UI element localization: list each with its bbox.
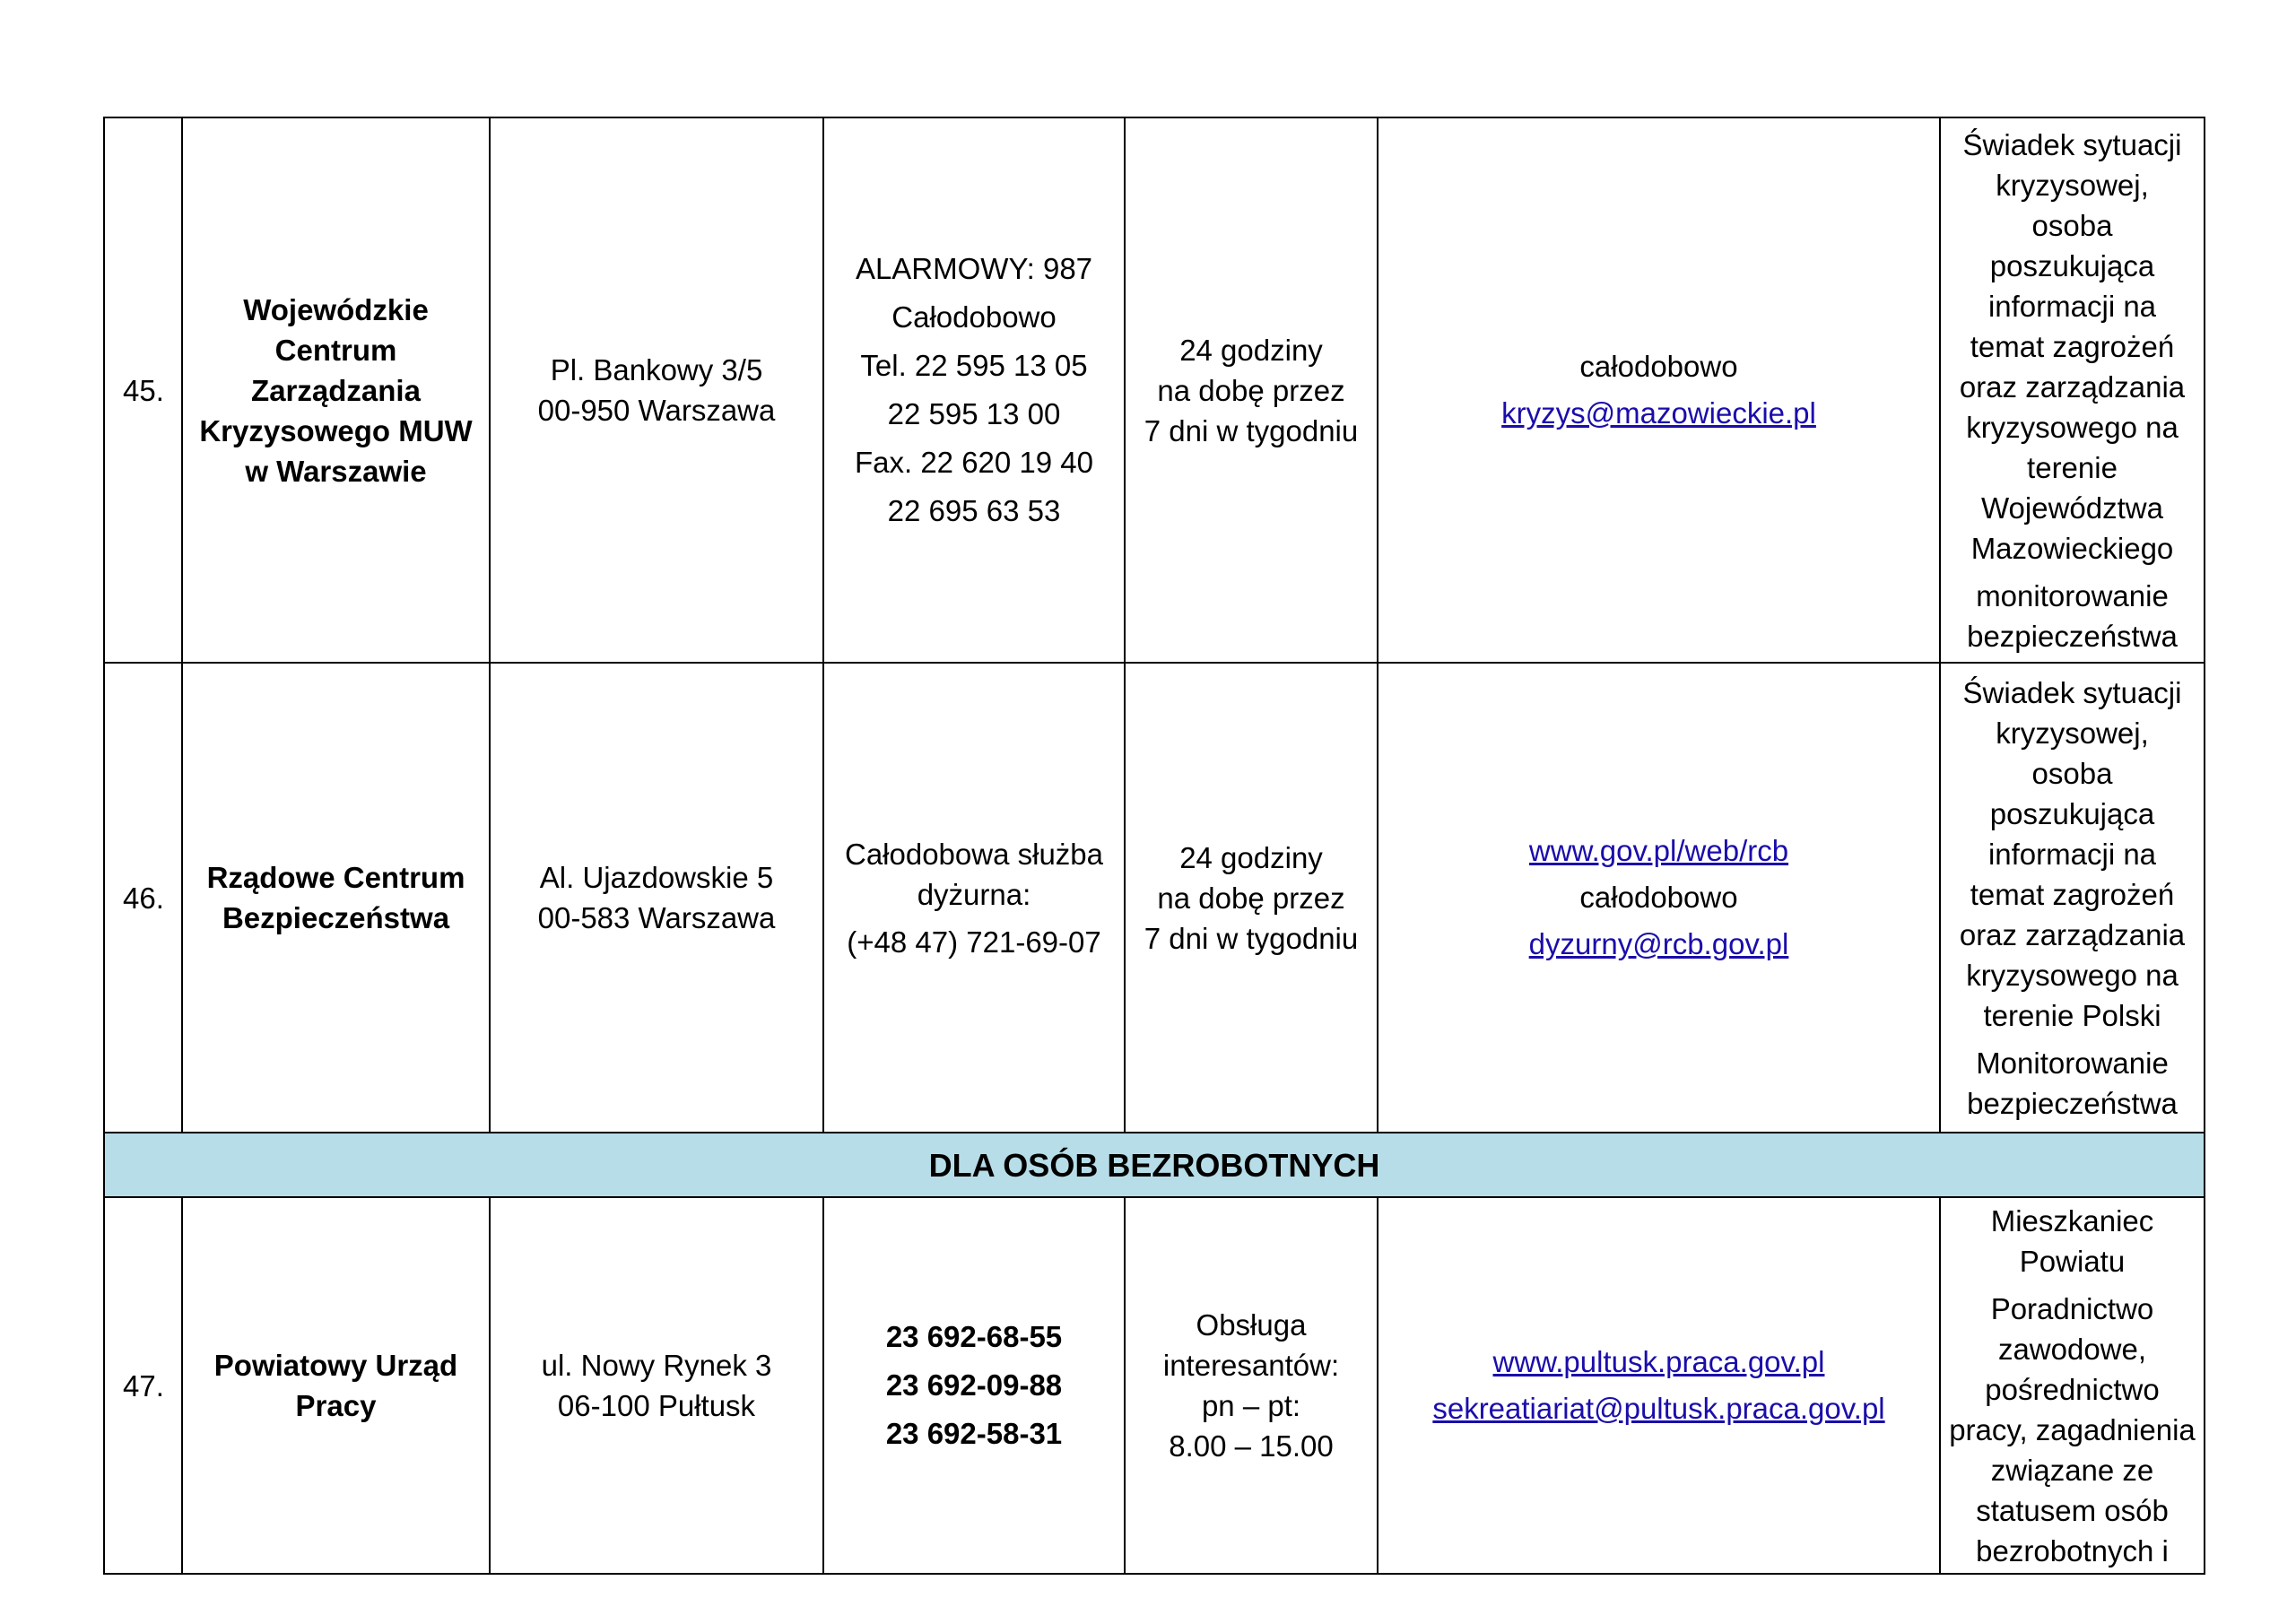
scope-line: związane ze [1990, 1453, 2154, 1487]
phone-line: ALARMOWY: 987 [855, 252, 1093, 285]
phone-line: 23 692-09-88 [885, 1368, 1063, 1402]
target-line: informacji na [1987, 837, 2157, 871]
target-line: Mazowieckiego [1970, 531, 2174, 565]
phone-numbers [823, 1197, 1125, 1574]
contact-info [1378, 117, 1940, 663]
target-line: kryzysowej, [1996, 716, 2149, 750]
email-link[interactable]: sekreatiariat@pultusk.praca.gov.pl [1432, 1392, 1885, 1425]
name-line: Powiatowy Urząd [213, 1349, 458, 1382]
table-row [104, 663, 2205, 1133]
name-line: Kryzysowego MUW [199, 413, 473, 447]
phone-line: 22 595 13 00 [887, 397, 1061, 430]
phone-line: (+48 47) 721-69-07 [847, 925, 1101, 959]
scope-line: Poradnictwo [1990, 1291, 2154, 1325]
address [490, 1197, 823, 1574]
row-number: 46. [104, 663, 182, 1133]
hours-line: 24 godziny [1179, 840, 1323, 874]
institution-name [182, 663, 490, 1133]
target-line: informacji na [1987, 289, 2157, 323]
hours-line: na dobę przez [1157, 373, 1345, 407]
target-group [1940, 117, 2205, 663]
address-line: 00-583 Warszawa [537, 901, 776, 934]
target-group [1940, 1197, 2205, 1574]
name-line: Pracy [295, 1389, 377, 1422]
target-line: Świadek sytuacji [1962, 127, 2182, 161]
hours-line: 7 dni w tygodniu [1144, 921, 1359, 955]
address [490, 663, 823, 1133]
opening-hours [1125, 1197, 1378, 1574]
target-line: oraz zarządzania [1959, 917, 2186, 951]
target-line: Mieszkaniec [1990, 1203, 2154, 1238]
address [490, 117, 823, 663]
target-line: terenie [2027, 450, 2118, 484]
hours-line: 24 godziny [1179, 333, 1323, 367]
phone-line: Fax. 22 620 19 40 [854, 446, 1094, 479]
email-link[interactable]: kryzys@mazowieckie.pl [1501, 396, 1816, 430]
target-line: kryzysowego na [1966, 410, 2179, 444]
target-line: terenie Polski [1983, 998, 2161, 1032]
target-line: kryzysowego na [1966, 958, 2179, 992]
phone-line: 23 692-58-31 [885, 1417, 1063, 1450]
contact-table [103, 117, 2205, 1575]
phone-numbers [823, 117, 1125, 663]
name-line: Rządowe Centrum [206, 861, 465, 894]
institution-name [182, 117, 490, 663]
institution-name [182, 1197, 490, 1574]
contact-info [1378, 663, 1940, 1133]
target-line: oraz zarządzania [1959, 369, 2186, 404]
target-line: Świadek sytuacji [1962, 675, 2182, 709]
phone-line: Tel. 22 595 13 05 [860, 349, 1088, 382]
opening-hours [1125, 117, 1378, 663]
section-header-row [104, 1133, 2205, 1197]
scope-line: bezpieczeństwa [1967, 1086, 2178, 1120]
phone-line: dyżurna: [917, 877, 1031, 911]
target-line: osoba [2031, 208, 2113, 242]
address-line: 06-100 Pułtusk [557, 1389, 756, 1422]
address-line: 00-950 Warszawa [537, 394, 776, 427]
scope-line: pracy, zagadnienia [1949, 1412, 2196, 1446]
phone-line: 23 692-68-55 [885, 1320, 1063, 1353]
scope-line: zawodowe, [1997, 1332, 2147, 1366]
row-number: 45. [104, 117, 182, 663]
target-line: kryzysowej, [1996, 168, 2149, 202]
hours-line: 7 dni w tygodniu [1144, 413, 1359, 447]
hours-line: Obsługa [1196, 1308, 1307, 1342]
scope-line: monitorowanie [1976, 578, 2169, 612]
hours-line: na dobę przez [1157, 881, 1345, 915]
hours-line: pn – pt: [1201, 1389, 1301, 1422]
section-title: DLA OSÓB BEZROBOTNYCH [104, 1133, 2205, 1197]
table-row [104, 1197, 2205, 1574]
contact-info [1378, 1197, 1940, 1574]
phone-numbers [823, 663, 1125, 1133]
row-number: 47. [104, 1197, 182, 1574]
website-link[interactable]: www.gov.pl/web/rcb [1528, 834, 1789, 867]
hours-line: interesantów: [1162, 1349, 1340, 1382]
phone-line: Całodobowa służba [844, 837, 1104, 871]
scope-line: pośrednictwo [1985, 1372, 2160, 1406]
target-line: temat zagrożeń [1970, 877, 2175, 911]
address-line: Pl. Bankowy 3/5 [550, 353, 763, 386]
target-line: temat zagrożeń [1970, 329, 2175, 363]
name-line: Wojewódzkie [243, 292, 429, 326]
scope-line: bezpieczeństwa [1967, 619, 2178, 653]
name-line: w Warszawie [245, 454, 427, 488]
scope-line: bezrobotnych i [1976, 1533, 2169, 1568]
scope-line: Monitorowanie [1976, 1046, 2169, 1080]
phone-line: 22 695 63 53 [887, 494, 1061, 527]
opening-hours [1125, 663, 1378, 1133]
name-line: Bezpieczeństwa [222, 901, 450, 934]
target-line: Powiatu [2019, 1244, 2126, 1278]
name-line: Centrum Zarządzania [251, 333, 421, 407]
contact-text: całodobowo [1579, 350, 1738, 383]
address-line: ul. Nowy Rynek 3 [541, 1349, 772, 1382]
target-line: Województwa [1981, 491, 2163, 525]
contact-text: całodobowo [1579, 881, 1738, 914]
scope-line: statusem osób [1976, 1493, 2169, 1527]
target-line: osoba [2031, 756, 2113, 790]
table-row [104, 117, 2205, 663]
address-line: Al. Ujazdowskie 5 [539, 861, 774, 894]
email-link[interactable]: dyzurny@rcb.gov.pl [1528, 927, 1789, 960]
target-line: poszukująca [1989, 796, 2155, 830]
website-link[interactable]: www.pultusk.praca.gov.pl [1492, 1345, 1825, 1378]
target-group [1940, 663, 2205, 1133]
phone-line: Całodobowo [891, 300, 1057, 334]
target-line: poszukująca [1989, 248, 2155, 282]
hours-line: 8.00 – 15.00 [1169, 1429, 1334, 1463]
